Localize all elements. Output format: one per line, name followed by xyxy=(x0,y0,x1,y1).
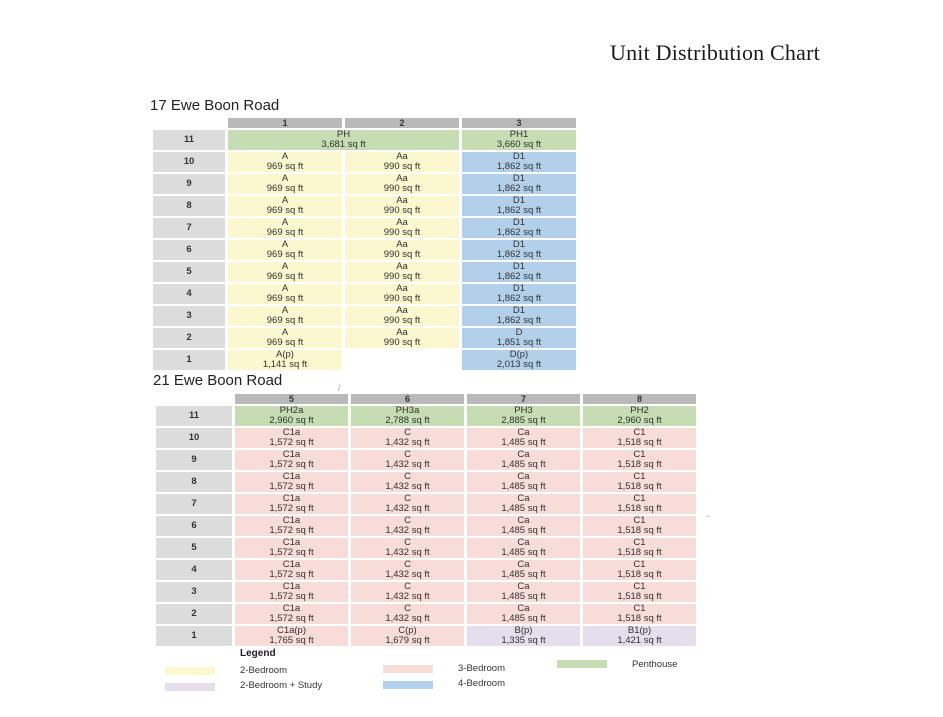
unit-area: 1,518 sq ft xyxy=(617,613,662,624)
unit-type: C xyxy=(404,559,411,570)
unit-area: 990 sq ft xyxy=(383,337,421,348)
unit-type: D1 xyxy=(512,195,526,206)
unit-type: Ca xyxy=(517,537,530,548)
unit-cell xyxy=(583,494,696,514)
unit-type: Ca xyxy=(517,493,530,504)
unit-type: C1 xyxy=(633,427,646,438)
floor-row xyxy=(153,328,576,348)
unit-area: 1,572 sq ft xyxy=(269,547,314,558)
unit-area: 1,862 sq ft xyxy=(496,183,542,194)
unit-cell xyxy=(351,494,464,514)
unit-type: C1a xyxy=(282,603,301,614)
floor-label: 8 xyxy=(156,472,232,492)
unit-cell xyxy=(351,626,464,646)
unit-area: 1,862 sq ft xyxy=(496,315,542,326)
unit-cell xyxy=(345,174,459,194)
unit-cell xyxy=(235,406,348,426)
unit-table-17-ewe-boon xyxy=(150,116,579,372)
unit-type: C xyxy=(404,449,411,460)
floor-row xyxy=(156,516,696,536)
unit-area: 2,960 sq ft xyxy=(617,415,662,426)
unit-cell xyxy=(462,174,576,194)
legend-label-4-bedroom: 4-Bedroom xyxy=(458,678,505,689)
unit-cell xyxy=(467,450,580,470)
unit-cell xyxy=(228,174,342,194)
unit-cell xyxy=(235,560,348,580)
unit-type: D1 xyxy=(512,283,526,294)
floor-label: 7 xyxy=(156,494,232,514)
legend xyxy=(165,646,725,706)
unit-area: 2,788 sq ft xyxy=(385,415,430,426)
unit-type: Ca xyxy=(517,449,530,460)
unit-cell xyxy=(583,406,696,426)
unit-type: D1 xyxy=(512,151,526,162)
floor-row xyxy=(153,152,576,172)
column-header: 3 xyxy=(462,118,576,128)
unit-area: 1,862 sq ft xyxy=(496,227,542,238)
unit-cell xyxy=(462,130,576,150)
unit-area: 1,679 sq ft xyxy=(385,635,430,646)
unit-type: A xyxy=(281,217,289,228)
unit-type: Ca xyxy=(517,603,530,614)
empty-cell xyxy=(345,350,459,370)
floor-row xyxy=(153,262,576,282)
floor-label: 10 xyxy=(153,152,225,172)
unit-area: 1,432 sq ft xyxy=(385,525,430,536)
unit-cell xyxy=(467,472,580,492)
unit-cell xyxy=(351,406,464,426)
unit-area: 1,862 sq ft xyxy=(496,161,542,172)
unit-area: 1,432 sq ft xyxy=(385,481,430,492)
unit-cell xyxy=(462,218,576,238)
legend-swatch-penthouse xyxy=(557,660,607,668)
unit-cell xyxy=(235,582,348,602)
unit-area: 1,572 sq ft xyxy=(269,525,314,536)
floor-label: 5 xyxy=(153,262,225,282)
floor-row xyxy=(153,240,576,260)
unit-area: 1,485 sq ft xyxy=(501,569,546,580)
unit-area: 1,572 sq ft xyxy=(269,569,314,580)
unit-cell xyxy=(583,560,696,580)
floor-label: 2 xyxy=(153,328,225,348)
unit-cell xyxy=(583,582,696,602)
unit-type: PH3 xyxy=(514,405,533,416)
floor-label: 3 xyxy=(153,306,225,326)
unit-type: B(p) xyxy=(514,625,533,636)
unit-area: 1,485 sq ft xyxy=(501,613,546,624)
unit-type: C xyxy=(404,493,411,504)
unit-cell xyxy=(467,538,580,558)
unit-cell xyxy=(583,450,696,470)
unit-cell xyxy=(351,538,464,558)
floor-label: 4 xyxy=(156,560,232,580)
floor-row xyxy=(153,218,576,238)
unit-area: 1,485 sq ft xyxy=(501,547,546,558)
floor-label: 6 xyxy=(156,516,232,536)
unit-cell xyxy=(228,218,342,238)
floor-label: 2 xyxy=(156,604,232,624)
unit-cell xyxy=(462,306,576,326)
unit-cell xyxy=(462,240,576,260)
unit-type: C1 xyxy=(633,471,646,482)
unit-area: 1,862 sq ft xyxy=(496,249,542,260)
unit-area: 969 sq ft xyxy=(266,315,304,326)
unit-cell xyxy=(345,328,459,348)
unit-area: 1,432 sq ft xyxy=(385,503,430,514)
unit-area: 1,572 sq ft xyxy=(269,481,314,492)
unit-area: 3,660 sq ft xyxy=(496,139,542,150)
floor-label: 9 xyxy=(156,450,232,470)
unit-area: 1,485 sq ft xyxy=(501,525,546,536)
unit-area: 1,862 sq ft xyxy=(496,293,542,304)
unit-area: 1,485 sq ft xyxy=(501,503,546,514)
unit-area: 969 sq ft xyxy=(266,205,304,216)
unit-cell xyxy=(462,284,576,304)
floor-row xyxy=(156,560,696,580)
unit-area: 990 sq ft xyxy=(383,315,421,326)
unit-type: C1a xyxy=(282,493,301,504)
unit-type: C1a xyxy=(282,427,301,438)
unit-area: 990 sq ft xyxy=(383,271,421,282)
floor-row xyxy=(156,428,696,448)
floor-label: 7 xyxy=(153,218,225,238)
unit-type: A xyxy=(281,261,289,272)
unit-cell xyxy=(351,516,464,536)
floor-label: 9 xyxy=(153,174,225,194)
unit-area: 1,485 sq ft xyxy=(501,481,546,492)
unit-area: 969 sq ft xyxy=(266,271,304,282)
unit-type: PH3a xyxy=(395,405,420,416)
unit-type: C1 xyxy=(633,603,646,614)
unit-cell xyxy=(228,262,342,282)
unit-type: A xyxy=(281,239,289,250)
unit-area: 1,862 sq ft xyxy=(496,271,542,282)
unit-area: 969 sq ft xyxy=(266,227,304,238)
unit-type: C1a xyxy=(282,559,301,570)
unit-cell xyxy=(462,152,576,172)
floor-row xyxy=(156,450,696,470)
unit-type: Aa xyxy=(396,151,408,162)
unit-type: C xyxy=(404,603,411,614)
unit-cell xyxy=(583,472,696,492)
unit-cell xyxy=(467,494,580,514)
legend-swatch-4-bedroom xyxy=(383,681,433,689)
legend-label-2-bedroom-study: 2-Bedroom + Study xyxy=(240,680,323,691)
unit-area: 2,013 sq ft xyxy=(496,359,542,370)
building-title-21: 21 Ewe Boon Road xyxy=(153,372,283,389)
scan-mark: / xyxy=(338,383,341,393)
unit-area: 1,485 sq ft xyxy=(501,437,546,448)
unit-cell xyxy=(228,196,342,216)
unit-cell xyxy=(462,262,576,282)
unit-type: A xyxy=(281,173,289,184)
unit-type: Aa xyxy=(396,195,408,206)
floor-row xyxy=(156,582,696,602)
header-corner xyxy=(153,118,225,128)
floor-row xyxy=(153,174,576,194)
unit-type: D1 xyxy=(512,217,526,228)
unit-cell xyxy=(235,626,348,646)
unit-area: 1,485 sq ft xyxy=(501,459,546,470)
building-title-17: 17 Ewe Boon Road xyxy=(150,97,280,114)
unit-type: A xyxy=(281,283,289,294)
unit-cell xyxy=(583,538,696,558)
unit-area: 1,572 sq ft xyxy=(269,503,314,514)
legend-label-2-bedroom: 2-Bedroom xyxy=(240,665,287,676)
unit-type: C xyxy=(404,581,411,592)
unit-cell xyxy=(462,328,576,348)
column-header: 2 xyxy=(345,118,459,128)
floor-label: 10 xyxy=(156,428,232,448)
unit-type: A xyxy=(281,195,289,206)
unit-area: 1,572 sq ft xyxy=(269,613,314,624)
unit-area: 1,572 sq ft xyxy=(269,459,314,470)
unit-area: 1,518 sq ft xyxy=(617,503,662,514)
unit-type: Ca xyxy=(517,515,530,526)
unit-area: 1,862 sq ft xyxy=(496,205,542,216)
unit-area: 1,432 sq ft xyxy=(385,547,430,558)
unit-type: Aa xyxy=(396,217,408,228)
unit-cell xyxy=(583,604,696,624)
unit-area: 1,518 sq ft xyxy=(617,591,662,602)
legend-title: Legend xyxy=(240,648,276,659)
unit-cell xyxy=(345,152,459,172)
unit-cell xyxy=(345,262,459,282)
unit-type: A xyxy=(281,151,289,162)
unit-area: 1,851 sq ft xyxy=(496,337,542,348)
column-header: 6 xyxy=(351,394,464,404)
floor-row xyxy=(156,472,696,492)
unit-type: C1a xyxy=(282,449,301,460)
unit-cell xyxy=(235,472,348,492)
unit-area: 969 sq ft xyxy=(266,161,304,172)
floor-row xyxy=(156,604,696,624)
unit-area: 990 sq ft xyxy=(383,205,421,216)
floor-row xyxy=(153,196,576,216)
unit-area: 990 sq ft xyxy=(383,227,421,238)
unit-type: PH2 xyxy=(630,405,649,416)
unit-area: 1,432 sq ft xyxy=(385,613,430,624)
unit-cell xyxy=(351,472,464,492)
unit-cell xyxy=(228,284,342,304)
unit-area: 1,485 sq ft xyxy=(501,591,546,602)
unit-type: C(p) xyxy=(398,625,417,636)
unit-cell xyxy=(345,306,459,326)
unit-area: 1,572 sq ft xyxy=(269,591,314,602)
unit-area: 1,765 sq ft xyxy=(269,635,314,646)
legend-swatch-2-bedroom xyxy=(165,667,215,675)
unit-type: B1(p) xyxy=(627,625,652,636)
scan-mark: - xyxy=(706,511,709,521)
unit-type: A xyxy=(281,327,289,338)
unit-cell xyxy=(228,306,342,326)
unit-cell xyxy=(467,406,580,426)
unit-cell xyxy=(228,130,459,150)
unit-area: 1,432 sq ft xyxy=(385,591,430,602)
unit-type: Aa xyxy=(396,283,408,294)
unit-cell xyxy=(235,450,348,470)
unit-type: Aa xyxy=(396,261,408,272)
unit-type: C xyxy=(404,427,411,438)
unit-type: C1 xyxy=(633,559,646,570)
floor-row xyxy=(156,494,696,514)
unit-type: Aa xyxy=(396,305,408,316)
unit-type: C1 xyxy=(633,493,646,504)
unit-type: Ca xyxy=(517,559,530,570)
unit-cell xyxy=(351,428,464,448)
unit-cell xyxy=(345,218,459,238)
unit-cell xyxy=(583,516,696,536)
unit-cell xyxy=(351,582,464,602)
unit-area: 1,518 sq ft xyxy=(617,481,662,492)
unit-area: 1,518 sq ft xyxy=(617,437,662,448)
unit-cell xyxy=(351,560,464,580)
unit-type: A xyxy=(281,305,289,316)
unit-area: 990 sq ft xyxy=(383,161,421,172)
unit-area: 1,518 sq ft xyxy=(617,525,662,536)
unit-area: 2,960 sq ft xyxy=(269,415,314,426)
unit-cell xyxy=(351,604,464,624)
legend-label-3-bedroom: 3-Bedroom xyxy=(458,663,505,674)
column-header: 8 xyxy=(583,394,696,404)
column-header: 7 xyxy=(467,394,580,404)
unit-type: C1a(p) xyxy=(276,625,307,636)
floor-label: 1 xyxy=(156,626,232,646)
unit-type: C1a xyxy=(282,471,301,482)
unit-type: C1a xyxy=(282,537,301,548)
unit-area: 1,432 sq ft xyxy=(385,569,430,580)
unit-cell xyxy=(583,428,696,448)
floor-label: 3 xyxy=(156,582,232,602)
floor-label: 5 xyxy=(156,538,232,558)
unit-type: D xyxy=(515,327,523,338)
unit-type: Ca xyxy=(517,581,530,592)
unit-type: PH2a xyxy=(279,405,304,416)
unit-type: Ca xyxy=(517,471,530,482)
unit-type: PH xyxy=(336,129,351,140)
legend-swatch-2-bedroom-study xyxy=(165,683,215,691)
unit-cell xyxy=(235,538,348,558)
floor-label: 6 xyxy=(153,240,225,260)
unit-type: PH1 xyxy=(509,129,529,140)
unit-cell xyxy=(462,196,576,216)
unit-area: 1,335 sq ft xyxy=(501,635,546,646)
unit-cell xyxy=(583,626,696,646)
unit-area: 2,885 sq ft xyxy=(501,415,546,426)
unit-type: D1 xyxy=(512,173,526,184)
unit-area: 990 sq ft xyxy=(383,293,421,304)
unit-area: 1,518 sq ft xyxy=(617,547,662,558)
unit-cell xyxy=(228,152,342,172)
unit-cell xyxy=(228,240,342,260)
unit-area: 1,432 sq ft xyxy=(385,459,430,470)
floor-label: 8 xyxy=(153,196,225,216)
unit-type: C xyxy=(404,515,411,526)
column-header: 1 xyxy=(228,118,342,128)
unit-table-21-ewe-boon xyxy=(153,392,699,648)
floor-row xyxy=(153,306,576,326)
unit-area: 1,421 sq ft xyxy=(617,635,662,646)
unit-cell xyxy=(235,516,348,536)
unit-cell xyxy=(467,560,580,580)
unit-cell xyxy=(228,328,342,348)
page-title: Unit Distribution Chart xyxy=(610,40,820,65)
unit-type: C1 xyxy=(633,449,646,460)
unit-cell xyxy=(467,428,580,448)
unit-cell xyxy=(345,196,459,216)
unit-type: Aa xyxy=(396,327,408,338)
unit-cell xyxy=(235,428,348,448)
unit-area: 1,518 sq ft xyxy=(617,569,662,580)
header-corner xyxy=(156,394,232,404)
unit-area: 3,681 sq ft xyxy=(321,139,366,150)
unit-type: Ca xyxy=(517,427,530,438)
floor-label: 11 xyxy=(156,406,232,426)
unit-area: 1,432 sq ft xyxy=(385,437,430,448)
unit-type: C1a xyxy=(282,581,301,592)
unit-area: 969 sq ft xyxy=(266,337,304,348)
unit-area: 1,141 sq ft xyxy=(262,359,308,370)
unit-area: 990 sq ft xyxy=(383,249,421,260)
floor-label: 11 xyxy=(153,130,225,150)
floor-row xyxy=(156,626,696,646)
unit-cell xyxy=(467,626,580,646)
unit-cell xyxy=(345,284,459,304)
unit-type: C1 xyxy=(633,537,646,548)
unit-type: C1a xyxy=(282,515,301,526)
unit-cell xyxy=(467,582,580,602)
unit-type: D1 xyxy=(512,261,526,272)
unit-type: D1 xyxy=(512,239,526,250)
unit-type: A(p) xyxy=(276,349,294,360)
unit-cell xyxy=(351,450,464,470)
unit-type: D1 xyxy=(512,305,526,316)
unit-cell xyxy=(345,240,459,260)
floor-label: 4 xyxy=(153,284,225,304)
unit-type: C1 xyxy=(633,515,646,526)
unit-area: 1,572 sq ft xyxy=(269,437,314,448)
floor-row xyxy=(156,538,696,558)
unit-cell xyxy=(467,516,580,536)
unit-area: 1,518 sq ft xyxy=(617,459,662,470)
column-header: 5 xyxy=(235,394,348,404)
unit-area: 969 sq ft xyxy=(266,293,304,304)
unit-area: 969 sq ft xyxy=(266,249,304,260)
unit-area: 990 sq ft xyxy=(383,183,421,194)
floor-row xyxy=(153,284,576,304)
unit-type: C xyxy=(404,537,411,548)
unit-type: C1 xyxy=(633,581,646,592)
unit-type: D(p) xyxy=(509,349,529,360)
legend-swatch-3-bedroom xyxy=(383,665,433,673)
unit-type: Aa xyxy=(396,239,408,250)
floor-row xyxy=(156,406,696,426)
unit-area: 969 sq ft xyxy=(266,183,304,194)
unit-cell xyxy=(235,604,348,624)
unit-cell xyxy=(235,494,348,514)
legend-label-penthouse: Penthouse xyxy=(632,659,678,670)
floor-row xyxy=(153,130,576,150)
unit-type: C xyxy=(404,471,411,482)
floor-label: 1 xyxy=(153,350,225,370)
floor-row xyxy=(153,350,576,370)
unit-cell xyxy=(467,604,580,624)
unit-cell xyxy=(228,350,342,370)
unit-type: Aa xyxy=(396,173,408,184)
unit-cell xyxy=(462,350,576,370)
